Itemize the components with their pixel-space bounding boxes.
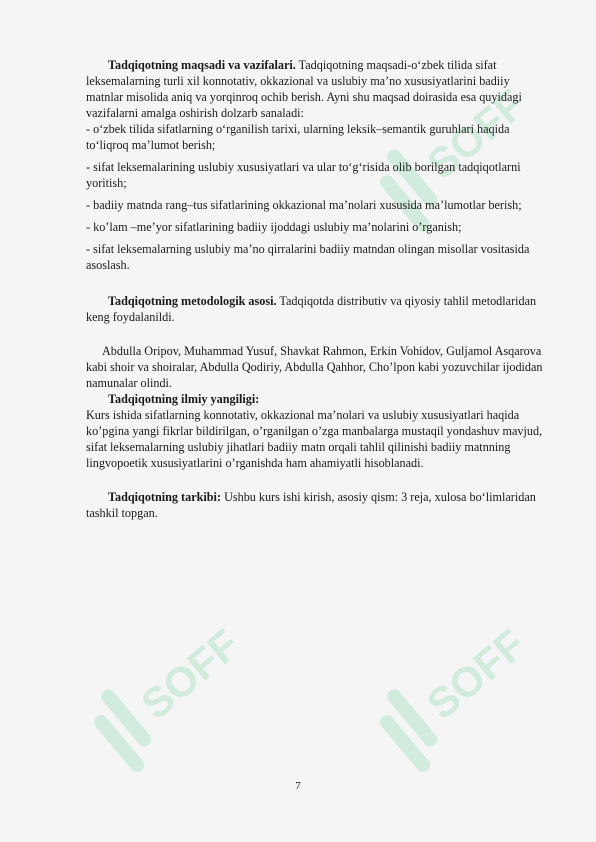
- structure-heading: Tadqiqotning tarkibi:: [108, 490, 222, 504]
- novelty-heading: [86, 391, 546, 407]
- methodology-paragraph: [86, 293, 546, 325]
- structure-paragraph: [86, 489, 546, 521]
- structure-text: Ushbu kurs ishi kirish, asosiy qism: 3 reja, xulosa boʻlimlaridan tashkil topgan.: [86, 490, 536, 520]
- sources-paragraph: Abdulla Oripov, Muhammad Yusuf, Shavkat Rahmon, Erkin Vohidov, Guljamol Asqarova kabi shoir va shoiralar, Abdulla Qodiriy, Abdulla Qahhor, Cho’lpon kabi yozuvchilar ijodidan namunalar olindi.: [86, 344, 543, 390]
- task-item: - badiiy matnda rang–tus sifatlarining okkazional maʼnolari xususida maʼlumotlar berish;: [86, 198, 522, 212]
- intro-heading: Tadqiqotning maqsadi va vazifalari.: [108, 58, 296, 72]
- page-number: 7: [295, 780, 301, 792]
- watermark-text: SOFF: [418, 620, 535, 729]
- task-item: - sifat leksemalarining uslubiy xususiyatlari va ular toʻgʻrisida olib borilgan tadqiqotlarni yoritish;: [86, 160, 521, 190]
- watermark-text: SOFF: [418, 80, 535, 189]
- watermark-stroke: [377, 712, 433, 775]
- novelty-heading-text: Tadqiqotning ilmiy yangiligi:: [108, 392, 260, 406]
- intro-paragraph: [86, 57, 546, 121]
- task-item: - sifat leksemalarning uslubiy maʼno qirralarini badiiy matndan olingan misollar vositasida asoslash.: [86, 242, 530, 272]
- watermark-stroke: [91, 712, 147, 775]
- task-item: - koʼlam –meʼyor sifatlarining badiiy ijoddagi uslubiy maʼnolarini oʼrganish;: [86, 220, 462, 234]
- methodology-text: Tadqiqotda distributiv va qiyosiy tahlil metodlaridan keng foydalanildi.: [86, 294, 537, 324]
- novelty-text: Kurs ishida sifatlarning konnotativ, okkazional maʼnolari va uslubiy xususiyatlari haqida ko’pgina yangi fikrlar bildirilgan, o’rganilgan o’zga manbalarga mustaqil yondashuv mavjud, sifat leksemalarning uslubiy jihatlari badiiy matn orqali tahlil qilinishi badiiy matnning lingvopoetik xususiyatlarini o’rganishda ham ahamiyatli hisoblanadi.: [86, 408, 543, 470]
- intro-text: Tadqiqotning maqsadi-oʻzbek tilida sifat leksemalarning turli xil konnotativ, okkazional va uslubiy ma’no xususiyatlarini badiiy matnlar misolida aniq va yorqinroq ochib berish. Ayni shu maqsad doirasida esa quyidagi vazifalarni amalga oshirish dolzarb sanaladi:: [86, 58, 522, 120]
- task-item: - oʻzbek tilida sifatlarning oʻrganilish tarixi, ularning leksik–semantik guruhlari haqida toʻliqroq maʼlumot berish;: [86, 122, 510, 152]
- page-content: [86, 57, 546, 521]
- watermark-logo-bottom-left: [70, 600, 260, 810]
- watermark-logo-bottom-right: [356, 600, 546, 810]
- watermark-text: SOFF: [132, 620, 249, 729]
- methodology-heading: Tadqiqotning metodologik asosi.: [108, 294, 277, 308]
